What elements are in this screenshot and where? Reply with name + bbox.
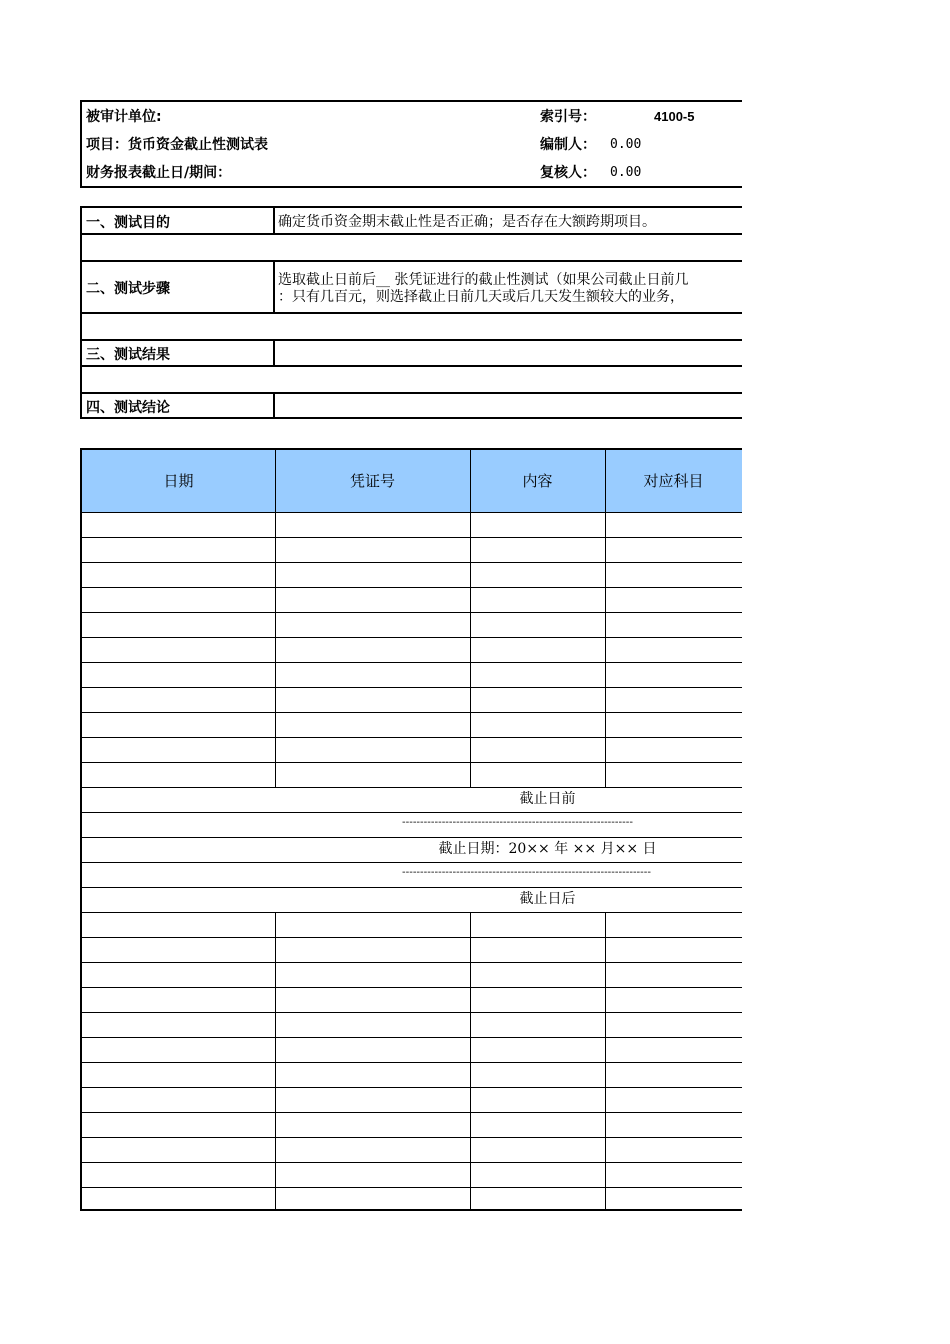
grid-vline [275,450,276,512]
grid-hline [80,912,742,913]
purpose-label: 一、测试目的 [86,215,170,231]
col-header-date: 日期 [163,472,194,490]
grid-hline [80,962,742,963]
steps-label: 二、测试步骤 [86,281,170,297]
grid-hline [80,862,742,863]
before-cutoff-label: 截止日前 [519,791,576,807]
steps-text-line1: 选取截止日前后__ 张凭证进行的截止性测试（如果公司截止日前几 [278,272,689,288]
grid-hline [80,1037,742,1038]
header-block [80,100,742,188]
cutoff-date-label: 截止日期：20×× 年 ×× 月×× 日 [438,841,657,857]
audited-unit-label: 被审计单位: [86,109,162,125]
grid-hline [80,687,742,688]
grid-hline [80,587,742,588]
preparer-label: 编制人： [540,137,596,153]
grid-hline [80,537,742,538]
index-value: 4100-5 [654,109,695,124]
index-label: 索引号： [540,109,596,125]
cutoff-table [80,448,742,1211]
grid-hline [80,448,742,450]
grid-hline [80,637,742,638]
result-label: 三、测试结果 [86,347,170,363]
grid-vline [470,450,471,787]
grid-hline [80,1209,742,1211]
reviewer-label: 复核人： [540,165,596,181]
grid-hline [80,712,742,713]
col-header-voucher: 凭证号 [349,472,395,490]
grid-hline [80,762,742,763]
grid-hline [80,1087,742,1088]
grid-hline [80,787,742,788]
after-cutoff-label: 截止日后 [519,891,576,907]
col-header-content: 内容 [522,472,553,490]
grid-vline [470,912,471,1209]
grid-hline [80,937,742,938]
dash-line-1: ---------------------------------------------------------------- [402,817,633,828]
conclusion-label: 四、测试结论 [86,400,170,416]
grid-hline [80,837,742,838]
grid-hline [80,1062,742,1063]
test-sections [80,206,742,419]
grid-hline [80,562,742,563]
col-header-account: 对应科目 [643,472,704,490]
grid-hline [80,1112,742,1113]
grid-hline [80,612,742,613]
grid-hline [80,887,742,888]
reviewer-value: 0.00 [610,165,642,180]
period-label: 财务报表截止日/期间： [86,165,232,181]
steps-text-line2: ：只有几百元，则选择截止日前几天或后几天发生额较大的业务， [278,289,684,305]
grid-vline [605,912,606,1209]
grid-vline [605,450,606,787]
purpose-text: 确定货币资金期末截止性是否正确；是否存在大额跨期项目。 [278,214,656,230]
preparer-value: 0.00 [610,137,642,152]
dash-line-2: --------------------------------------------------------------------- [402,867,651,878]
grid-hline [80,1137,742,1138]
grid-hline [80,662,742,663]
grid-hline [80,1162,742,1163]
project-label: 项目：货币资金截止性测试表 [86,137,268,153]
grid-hline [80,512,742,513]
grid-hline [80,812,742,813]
grid-hline [80,987,742,988]
grid-hline [80,1012,742,1013]
grid-hline [80,1187,742,1188]
grid-hline [80,737,742,738]
grid-vline [275,912,276,1209]
